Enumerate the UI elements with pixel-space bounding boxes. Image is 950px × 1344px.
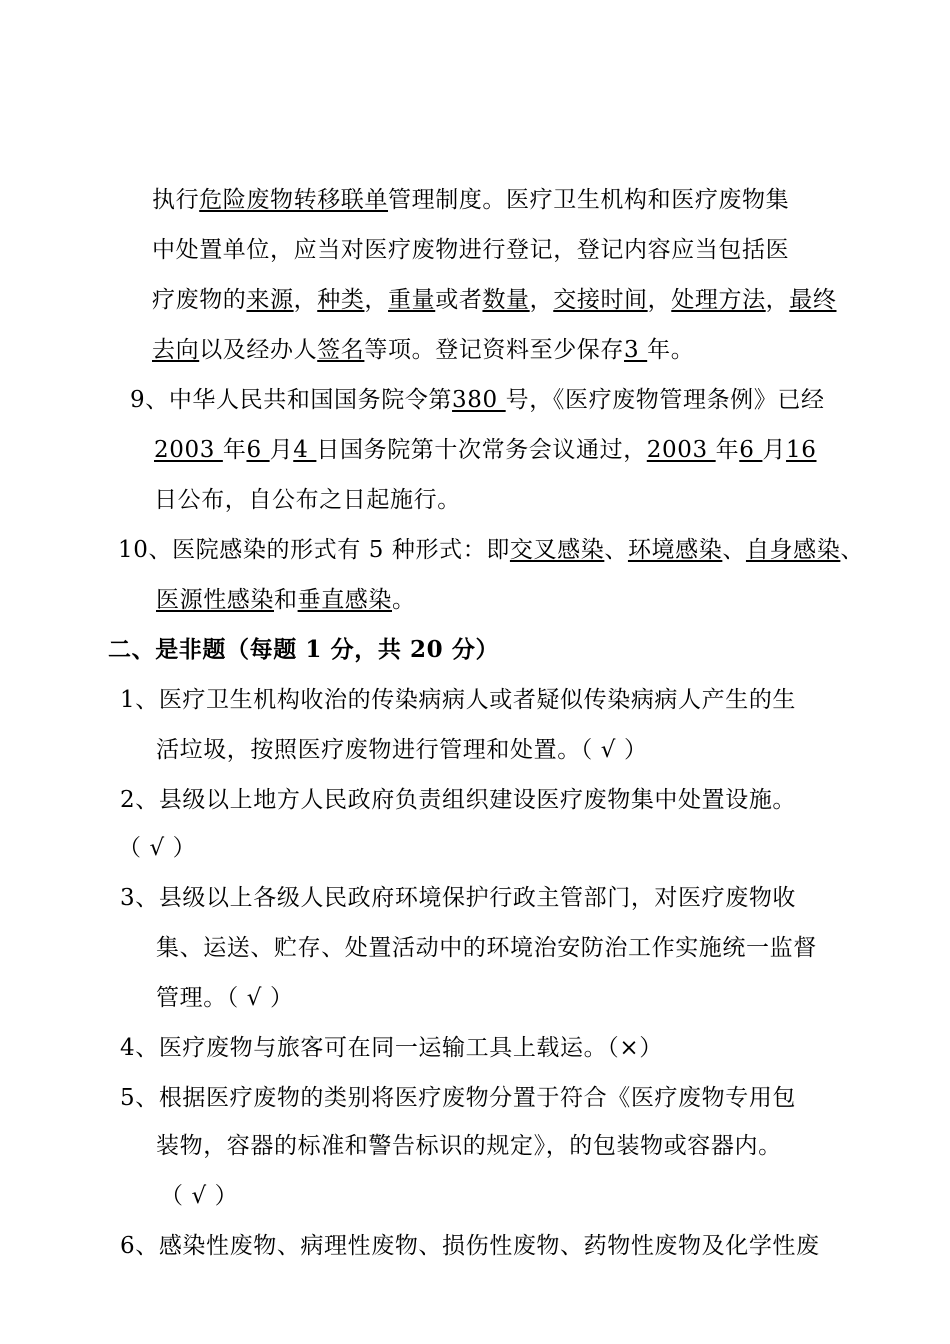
tf-item-1: 1、医疗卫生机构收治的传染病病人或者疑似传染病病人产生的生 (120, 687, 797, 713)
tf-item-5: 装物，容器的标准和警告标识的规定》，的包装物或容器内。 (156, 1133, 782, 1159)
tf-item-2: 2、县级以上地方人民政府负责组织建设医疗废物集中处置设施。 (120, 787, 797, 813)
tf-item-4: 4、医疗废物与旅客可在同一运输工具上载运。（×） (120, 1035, 663, 1061)
paragraph-line: 去向以及经办人签名等项。登记资料至少保存3 年。 (152, 337, 695, 363)
question-9-line: 9、中华人民共和国国务院令第380 号，《医疗废物管理条例》已经 (130, 387, 825, 413)
question-10-line: 10、医院感染的形式有 5 种形式：即交叉感染、环境感染、自身感染、 (118, 537, 864, 563)
tf-item-1: 活垃圾，按照医疗废物进行管理和处置。（ √ ） (156, 737, 648, 763)
question-9-line: 日公布，自公布之日起施行。 (154, 487, 461, 513)
paragraph-line: 疗废物的来源，种类，重量或者数量，交接时间，处理方法，最终 (152, 287, 837, 313)
tf-item-6: 6、感染性废物、病理性废物、损伤性废物、药物性废物及化学性废 (120, 1233, 820, 1259)
tf-item-5: （ √ ） (160, 1183, 239, 1209)
tf-item-5: 5、根据医疗废物的类别将医疗废物分置于符合《医疗废物专用包 (120, 1085, 797, 1111)
tf-item-2: （ √ ） (118, 835, 197, 861)
question-10-line: 医源性感染和垂直感染。 (156, 587, 416, 613)
section-heading: 二、是非题（每题 1 分，共 20 分） (108, 636, 500, 663)
tf-item-3: 集、运送、贮存、处置活动中的环境治安防治工作实施统一监督 (156, 935, 817, 961)
tf-item-3: 3、县级以上各级人民政府环境保护行政主管部门，对医疗废物收 (120, 885, 797, 911)
paragraph-line: 执行危险废物转移联单管理制度。医疗卫生机构和医疗废物集 (152, 187, 790, 213)
paragraph-line: 中处置单位，应当对医疗废物进行登记，登记内容应当包括医 (152, 237, 790, 263)
tf-item-3: 管理。（ √ ） (156, 985, 294, 1011)
question-9-line: 2003 年6 月4 日国务院第十次常务会议通过，2003 年6 月16 (154, 437, 817, 463)
